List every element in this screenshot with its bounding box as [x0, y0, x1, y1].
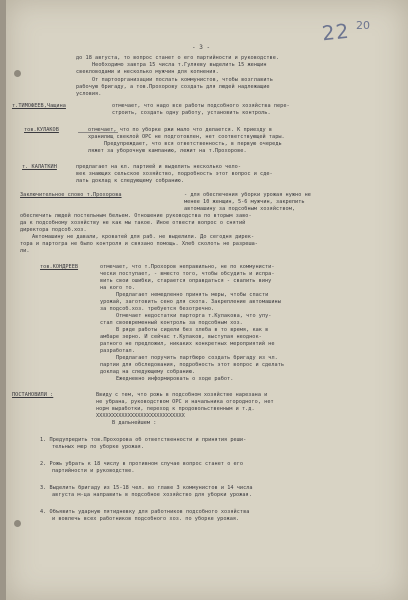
text-line: да к подсобному хозяйству не как мы такое. Иное отвести вопрос о снятий [20, 220, 246, 226]
text-line: хранилищ свеклой ОРС не подготовлен, нет соответствующей тары. [88, 134, 285, 140]
text-line: В ряде работы сидели без хлеба в то время, как в [116, 327, 269, 333]
text-line: норм выработки, переход к продовольственным и т.д. [96, 406, 255, 412]
text-line: 1. Предупредить тов.Прохорова об ответственности и принятия реши- [40, 437, 247, 443]
text-line: Предупреждает, что вся ответственность, в первую очередь [104, 141, 282, 147]
text-line: От партоорганизации послать коммунистов, чтобы возглавить [92, 77, 273, 83]
text-line: Ввиду с тем, что рожь в подсобном хозяйстве нарезана и [96, 392, 268, 398]
text-line: тов.КУЛАКОВ [24, 127, 59, 133]
text-line: - для обеспечения уборки урожая нужно не [184, 192, 311, 198]
text-line: век знающих сельское хозяйство, подробность этот вопрос и сде- [76, 171, 273, 177]
text-line: Предлагает немедленно принять меры, чтобы спасти [116, 292, 269, 298]
text-line: В дальнейшем : [112, 420, 157, 426]
text-line: за подсоб.хоз. требуется безотречно. [100, 306, 215, 312]
text-line: Автомашину не давали, кроватей для раб. не выделили. До сегодня дирек- [32, 234, 255, 240]
text-line: 4. Объявить ударную пятидневку для работников подсобного хозяйства [40, 509, 250, 515]
punch-hole-icon [14, 70, 21, 77]
text-line: ПОСТАНОВИЛИ : [12, 392, 54, 398]
text-line: партии для обследования, подробность этот вопрос и сделать [100, 362, 285, 368]
text-line: тельных мер по уборке урожая. [52, 444, 145, 450]
text-line: августа м-ца направить в подсобное хозяйство для уборки урожая. [52, 492, 252, 498]
text-line: чески поступает, - вместо того, чтобы обсудить и испра- [100, 271, 275, 277]
folio-number: 22 [320, 18, 351, 46]
text-line: урожай, заготовить сено для скота. Закрепление автомашины [100, 299, 281, 305]
text-line: вить свои ошибки, старается оправдаться - свалить вину [100, 278, 272, 284]
text-line: строить, создать одну работу, установить контроль. [112, 110, 271, 116]
text-line: отмечает, что надо все работы подсобного хозяйства пере- [112, 103, 290, 109]
punch-hole-icon [14, 520, 21, 527]
text-line: разработал. [100, 348, 135, 354]
text-line: тов.КОНДРЕЕВ [40, 264, 79, 270]
text-line: ли. [20, 248, 30, 254]
text-line: Необходимо завтра 15 числа т.Гуляеву выделить 15 женщин [92, 62, 267, 68]
text-line: предлагает на кл. партией и выделить несколько чело- [76, 164, 242, 170]
text-line: директора подсоб.хоз. [20, 227, 87, 233]
text-line: т. КАЛАТКИН [22, 164, 57, 170]
text-line: ХХХХХХХХХХХХХХХХХХХХХХХХХХХХ [96, 413, 185, 419]
text-line: автомашину за подсобным хозяйством, [184, 206, 296, 212]
text-line: доклад на следующему собранию. [100, 369, 196, 375]
text-line: менее 10 женщин, 5-6 мужчин, закрепить [184, 199, 305, 205]
text-line: партийности и руководстве. [52, 468, 135, 474]
text-line: лать доклад к следующему собранию. [76, 178, 184, 184]
text-line: ляжет за уборочную кампанию, лежит на т.Прохорове. [88, 148, 247, 154]
page-number: - 3 - [192, 44, 211, 51]
text-line: не убрана, руководством ОРС и начальника огородного, нет [96, 399, 274, 405]
text-line: Заключительное слово т.Прохорова [20, 192, 122, 198]
folio-alt-number: 20 [356, 19, 370, 32]
text-line: и вовлечь всех работников подсобного хоз. по уборке урожая. [52, 516, 240, 522]
text-line: рабочую бригаду, а тов.Прохорову создать для людей надлежащие [76, 84, 270, 90]
text-line: амбаре зерно. И сейчас т.Кулаков, выступая неоднок- [100, 334, 262, 340]
text-line: отмечает, что по уборке ржи мало что делается. К приезду в [88, 127, 273, 133]
text-line: свекловодами и несколько мужчин для копнения. [76, 69, 219, 75]
text-line: отмечает, что т.Прохоров неправильно, не по коммунисти- [100, 264, 275, 270]
text-line: до 18 августа, то вопрос станет о его партийности и руководстве. [76, 55, 280, 61]
text-line: Предлагает поручить партбюро создать бригаду из чл. [116, 355, 278, 361]
text-line: 2. Рожь убрать к 18 числу в противном случае вопрос станет о его [40, 461, 244, 467]
text-line: условия. [76, 91, 102, 97]
text-line: 3. Выделить бригаду из 15-18 чел. во главе 3 коммунистов и 14 числа [40, 485, 253, 491]
text-line: Отмечает недостатки парторга т.Кулакова, что упу- [116, 313, 272, 319]
text-line: тора и партогра не было контроля и связано помощь. Хлеб сколоть не разреша- [20, 241, 258, 247]
text-line: стал своевременный контроль за подсобным хоз. [100, 320, 243, 326]
text-line: на кого то. [100, 285, 135, 291]
text-line: ратного не предложил, никаких конкретных мероприятий не [100, 341, 275, 347]
text-line: т.ТИМОФЕЕВ,Чащина [12, 103, 66, 109]
text-line: Ежедневно информировать о ходе работ. [116, 376, 234, 382]
text-line: обеспечить людей постельным бельем. Отношение руководства по вторым заво- [20, 213, 252, 219]
